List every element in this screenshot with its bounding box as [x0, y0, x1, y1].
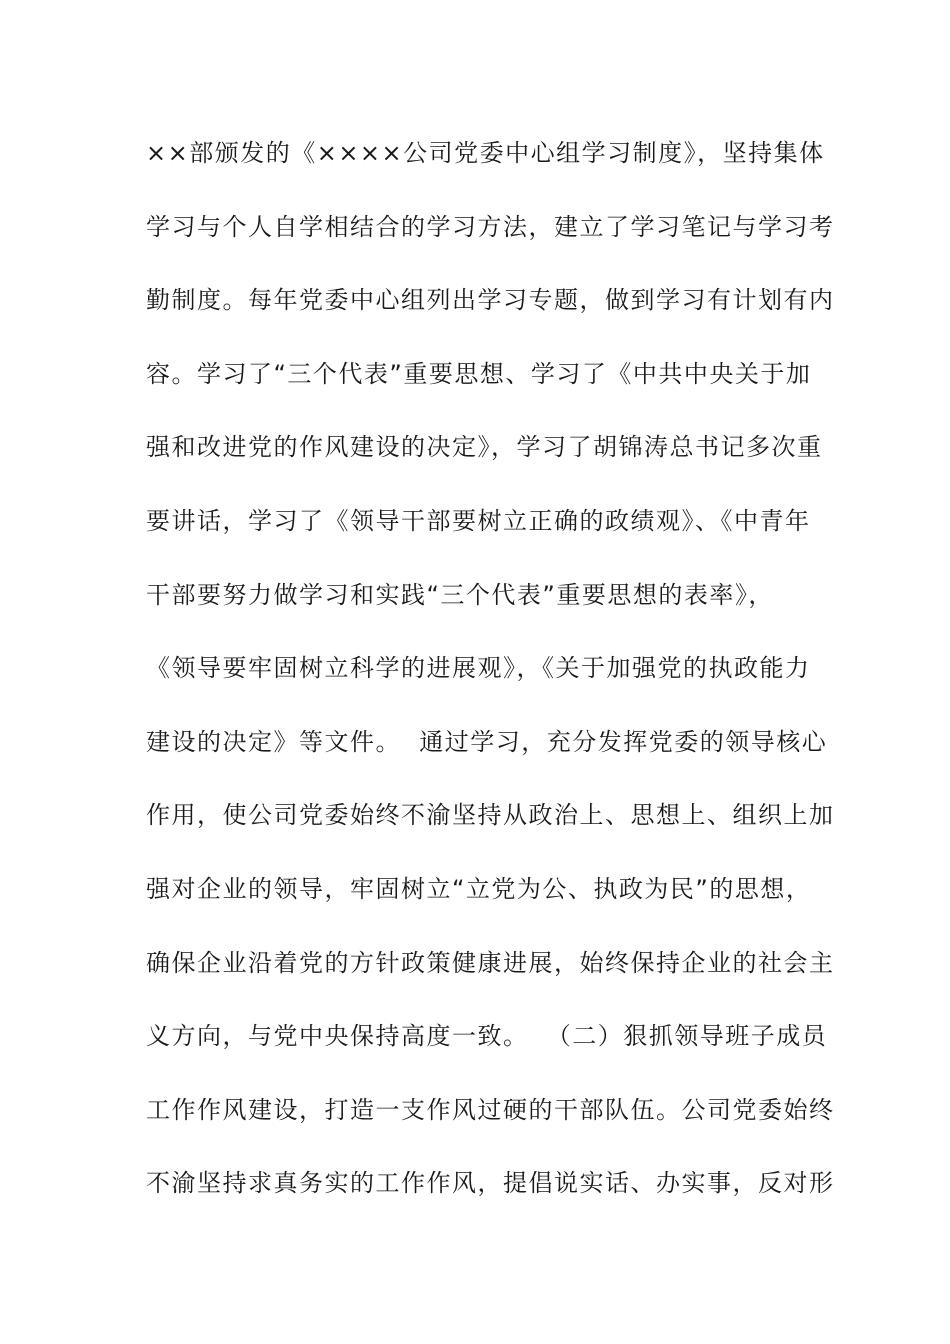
- text-line: 义方向，与党中央保持高度一致。 （二）狠抓领导班子成员: [146, 1022, 828, 1051]
- text-line: 学习与个人自学相结合的学习方法，建立了学习笔记与学习考: [146, 212, 835, 241]
- text-line: 干部要努力做学习和实践“三个代表”重要思想的表率》，: [146, 580, 774, 609]
- text-line: 勤制度。每年党委中心组列出学习专题，做到学习有计划有内: [146, 286, 835, 315]
- text-line: ××部颁发的《××××公司党委中心组学习制度》，坚持集体: [146, 139, 825, 167]
- text-line: 建设的决定》等文件。 通过学习，充分发挥党委的领导核心: [146, 727, 828, 756]
- text-line: 确保企业沿着党的方针政策健康进展，始终保持企业的社会主: [146, 948, 835, 977]
- text-line: 强和改进党的作风建设的决定》，学习了胡锦涛总书记多次重: [146, 433, 823, 462]
- body-text: [146, 130, 835, 1234]
- text-line: 作用，使公司党委始终不渝坚持从政治上、思想上、组织上加: [146, 801, 835, 830]
- text-line: 工作作风建设，打造一支作风过硬的干部队伍。公司党委始终: [146, 1095, 835, 1124]
- text-line: 容。学习了“三个代表”重要思想、学习了《中共中央关于加: [146, 359, 812, 388]
- text-line: 《领导要牢固树立科学的进展观》，《关于加强党的执政能力: [146, 654, 811, 683]
- text-line: 不渝坚持求真务实的工作作风，提倡说实话、办实事，反对形: [146, 1169, 835, 1198]
- text-line: 要讲话，学习了《领导干部要树立正确的政绩观》、《中青年: [146, 506, 811, 535]
- text-line: 强对企业的领导，牢固树立“立党为公、执政为民”的思想，: [146, 874, 812, 903]
